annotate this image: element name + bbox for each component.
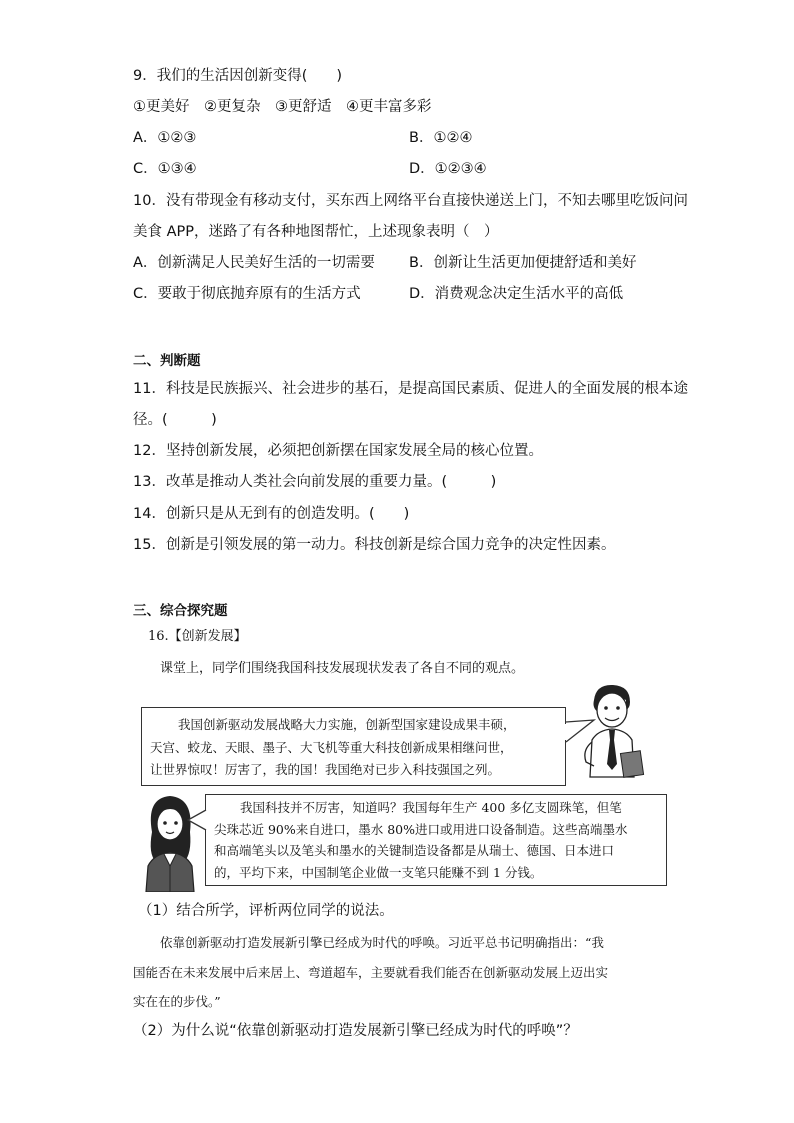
q10-option-a: A．创新满足人民美好生活的一切需要 [133, 255, 375, 271]
q10-option-c: C．要敢于彻底抛弃原有的生活方式 [133, 286, 361, 302]
girl-speech-line3: 和高端笔头以及笔头和墨水的关键制造设备都是从瑞士、德国、日本进口 [214, 843, 615, 858]
q9-items: ①更美好 ②更复杂 ③更舒适 ④更丰富多彩 [133, 99, 432, 115]
q11-line2: 径。( ) [133, 412, 217, 428]
q16-title: 16.【创新发展】 [148, 629, 247, 644]
boy-speech-line1: 我国创新驱动发展战略大力实施，创新型国家建设成果丰硕， [178, 717, 516, 732]
q9-option-a: A．①②③ [133, 130, 197, 146]
boy-student-illustration [580, 682, 646, 780]
q9-option-c: C．①③④ [133, 161, 197, 177]
q10-stem-line2: 美食 APP，迷路了有各种地图帮忙，上述现象表明（ ） [133, 224, 499, 240]
q10-option-b: B．创新让生活更加便捷舒适和美好 [409, 255, 637, 271]
q10-stem-line1: 10．没有带现金有移动支付，买东西上网络平台直接快递送上门，不知去哪里吃饭问问 [133, 193, 688, 209]
girl-speech-line2: 尖珠芯近 90%来自进口，墨水 80%进口或用进口设备制造。这些高端墨水 [214, 822, 628, 837]
q9-stem: 9．我们的生活因创新变得( ) [133, 68, 343, 84]
quote-line3: 实在在的步伐。” [133, 994, 221, 1009]
boy-speech-line2: 天宫、蛟龙、天眼、墨子、大飞机等重大科技创新成果相继问世， [150, 740, 513, 755]
sub-question-1: （1）结合所学，评析两位同学的说法。 [138, 903, 394, 919]
q10-option-d: D．消费观念决定生活水平的高低 [409, 286, 624, 302]
section-title-judgement: 二、判断题 [133, 353, 201, 369]
q9-option-b: B．①②④ [409, 130, 473, 146]
quote-line1: 依靠创新驱动打造发展新引擎已经成为时代的呼唤。习近平总书记明确指出：“我 [160, 935, 604, 950]
q13: 13．改革是推动人类社会向前发展的重要力量。( ) [133, 474, 497, 490]
boy-speech-line3: 让世界惊叹！厉害了，我的国！我国绝对已步入科技强国之列。 [150, 762, 501, 777]
q16-intro: 课堂上，同学们围绕我国科技发展现状发表了各自不同的观点。 [160, 661, 525, 676]
q14: 14．创新只是从无到有的创造发明。( ) [133, 506, 410, 522]
girl-speech-line4: 的，平均下来，中国制笔企业做一支笔只能赚不到 1 分钱。 [214, 865, 543, 880]
girl-speech-line1: 我国科技并不厉害，知道吗？我国每年生产 400 多亿支圆珠笔，但笔 [240, 800, 622, 815]
q15: 15．创新是引领发展的第一动力。科技创新是综合国力竞争的决定性因素。 [133, 537, 616, 553]
girl-speech-tail [186, 806, 210, 836]
q11-line1: 11．科技是民族振兴、社会进步的基石，是提高国民素质、促进人的全面发展的根本途 [133, 381, 688, 397]
quote-line2: 国能否在未来发展中后来居上、弯道超车，主要就看我们能否在创新驱动发展上迈出实 [133, 965, 609, 980]
q9-option-d: D．①②③④ [409, 161, 487, 177]
q12: 12．坚持创新发展，必须把创新摆在国家发展全局的核心位置。 [133, 443, 543, 459]
section-title-inquiry: 三、综合探究题 [133, 603, 228, 619]
sub-question-2: （2）为什么说“依靠创新驱动打造发展新引擎已经成为时代的呼唤”？ [133, 1023, 578, 1039]
